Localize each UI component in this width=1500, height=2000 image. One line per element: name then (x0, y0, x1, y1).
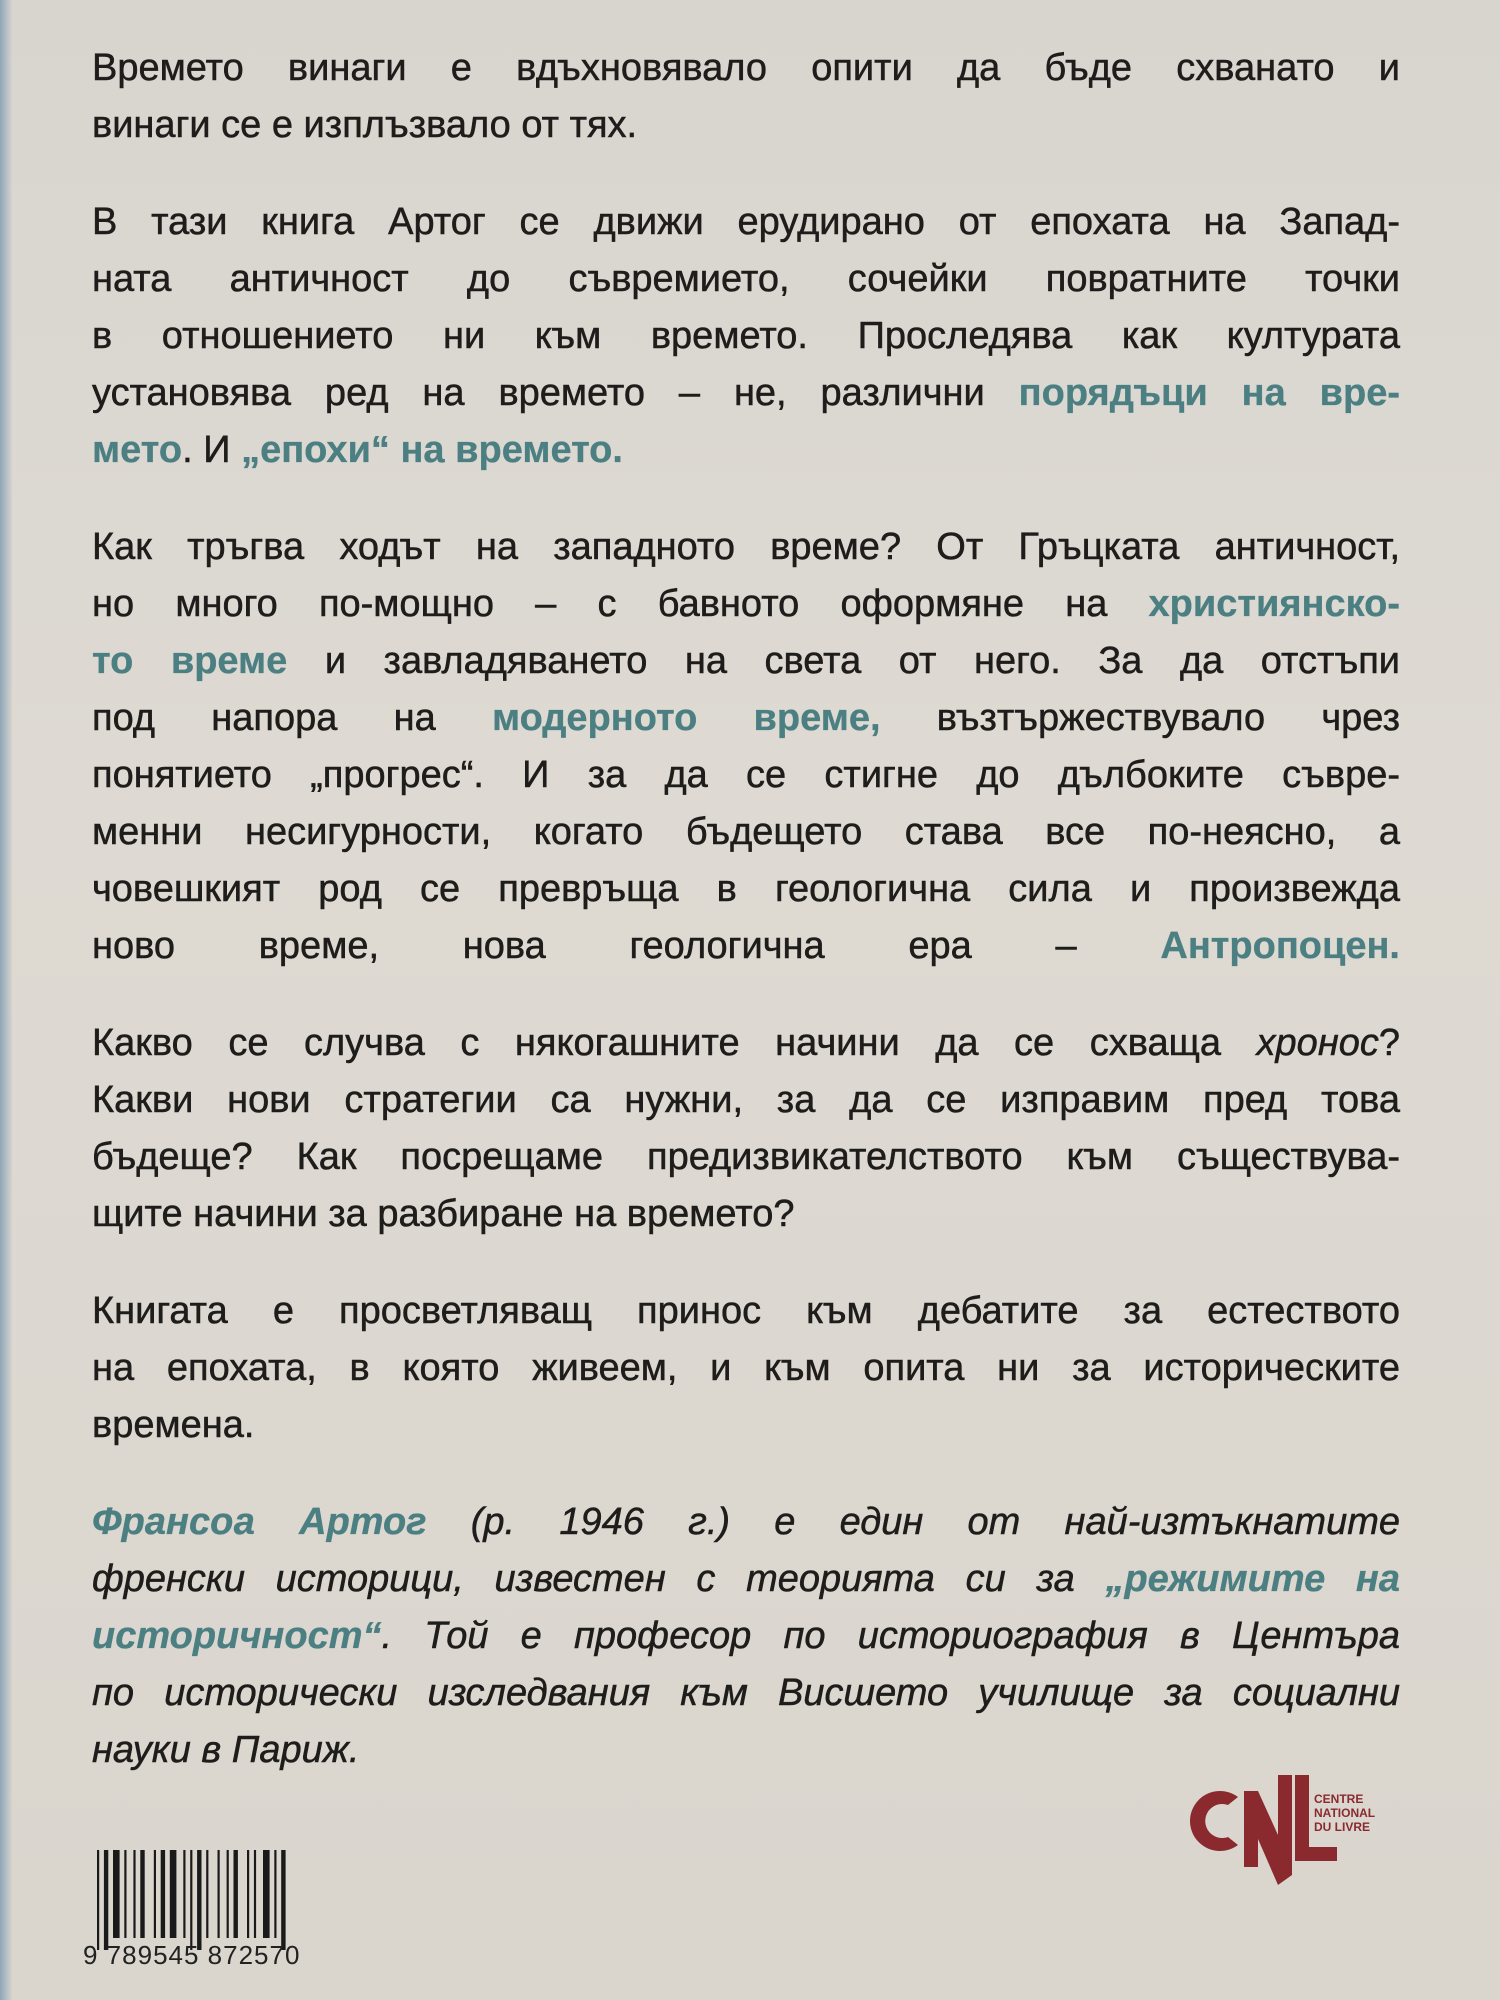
text-line (92, 194, 1400, 251)
text-line (92, 1015, 1400, 1072)
text-segment: в отношението ни към времето. Проследява как културата (92, 315, 1400, 357)
highlighted-text: „епохи“ на времето. (241, 429, 623, 471)
barcode-bar (133, 1850, 135, 1938)
text-line (92, 1551, 1400, 1608)
paragraph (92, 40, 1400, 154)
cnl-logo (1180, 1775, 1410, 1885)
italic-text: хронос (1256, 1022, 1379, 1064)
highlighted-text: „режимите на (1105, 1558, 1400, 1600)
text-line (92, 1494, 1400, 1551)
text-segment: винаги се е изплъзвало от тях. (92, 104, 638, 146)
text-line (92, 690, 1400, 747)
text-segment: и завладяването на света от него. За да отстъпи (287, 640, 1400, 682)
text-line (92, 97, 1400, 154)
highlighted-text: историчност“ (92, 1615, 382, 1657)
text-line (92, 1340, 1400, 1397)
svg-text:CENTRE: CENTRE (1314, 1792, 1364, 1806)
text-segment: установява ред на времето – не, различни (92, 372, 1019, 414)
text-line (92, 251, 1400, 308)
cnl-logo-mark (1180, 1775, 1410, 1885)
paragraph (92, 519, 1400, 975)
text-line (92, 1397, 1400, 1454)
highlighted-text: модерното време, (491, 697, 881, 739)
text-line (92, 1129, 1400, 1186)
text-line (92, 633, 1400, 690)
text-line (92, 519, 1400, 576)
text-segment: човешкият род се превръща в геологична сила и произвежда (92, 868, 1400, 910)
barcode-bar (170, 1850, 177, 1938)
barcode-bar (140, 1850, 144, 1938)
italic-text: . Той е професор по историография в Центъра (381, 1615, 1400, 1657)
text-line (92, 1283, 1400, 1340)
barcode-bar (247, 1850, 249, 1938)
barcode-bar (234, 1850, 238, 1938)
text-line (92, 804, 1400, 861)
text-segment: на епохата, в която живеем, и към опита ни за историческите (92, 1347, 1400, 1389)
barcode-bar (263, 1850, 270, 1938)
barcode-bar (254, 1850, 256, 1938)
text-line (92, 422, 1400, 479)
cover-edge (0, 0, 12, 2000)
text-segment: . И (182, 429, 242, 471)
text-line (92, 308, 1400, 365)
barcode-bar (154, 1850, 156, 1938)
highlighted-text: мето (92, 429, 183, 471)
highlighted-text: Франсоа Артог (92, 1501, 427, 1543)
barcode-bar (218, 1850, 220, 1938)
text-line (92, 1722, 1400, 1779)
text-segment: но много по-мощно – с бавното оформяне на (92, 583, 1149, 625)
text-line (92, 861, 1400, 918)
text-segment: под напора на (92, 697, 492, 739)
back-cover-text (92, 40, 1400, 1819)
paragraph (92, 194, 1400, 479)
text-segment: ново време, нова геологична ера – (92, 925, 1161, 967)
highlighted-text: християнско- (1148, 583, 1400, 625)
barcode-bar (113, 1850, 120, 1938)
barcode-bar (124, 1850, 126, 1938)
text-segment: Какви нови стратегии са нужни, за да се изправим пред това (92, 1079, 1400, 1121)
text-segment: менни несигурности, когато бъдещето става все по-неясно, а (92, 811, 1400, 853)
text-line (92, 576, 1400, 633)
isbn-digits: 9 789545 872570 (83, 1940, 301, 1970)
text-line (92, 365, 1400, 422)
text-line (92, 1608, 1400, 1665)
barcode-bar (190, 1850, 192, 1950)
svg-text:NATIONAL: NATIONAL (1314, 1806, 1376, 1820)
highlighted-text: то време (92, 640, 288, 682)
barcode-bar (227, 1850, 229, 1938)
barcode-bar (281, 1850, 285, 1950)
paragraph (92, 1015, 1400, 1243)
text-segment: ? (1378, 1022, 1400, 1064)
barcode-bar (183, 1850, 185, 1938)
barcode-bar (206, 1850, 208, 1938)
italic-text: науки в Париж. (92, 1729, 360, 1771)
italic-text: (р. 1946 г.) е един от най-изтъкнатите (426, 1501, 1400, 1543)
barcode-bar (97, 1850, 99, 1950)
text-segment: В тази книга Артог се движи ерудирано от епохата на Запад- (92, 201, 1400, 243)
italic-text: френски историци, известен с теорията си за (92, 1558, 1106, 1600)
text-segment: ната античност до съвремието, сочейки повратните точки (92, 258, 1400, 300)
highlighted-text: порядъци на вре- (1018, 372, 1400, 414)
text-segment: Как тръгва ходът на западното време? От Гръцката античност, (92, 526, 1400, 568)
text-segment: Времето винаги е вдъхновявало опити да бъде схванато и (92, 47, 1400, 89)
text-segment: Какво се случва с някогашните начини да се схваща (92, 1022, 1257, 1064)
text-line (92, 1186, 1400, 1243)
text-line (92, 1072, 1400, 1129)
paragraph (92, 1283, 1400, 1454)
text-segment: възтържествувало чрез (880, 697, 1401, 739)
text-segment: бъдеще? Как посрещаме предизвикателството към съществува- (92, 1136, 1400, 1178)
paragraph (92, 1494, 1400, 1779)
text-segment: времена. (92, 1404, 255, 1446)
barcode-bars (95, 1850, 355, 1950)
text-line (92, 918, 1400, 975)
text-segment: понятието „прогрес“. И за да се стигне до дълбоките съвре- (92, 754, 1400, 796)
barcode-bar (274, 1850, 276, 1938)
text-segment: Книгата е просветляващ принос към дебатите за естеството (92, 1290, 1400, 1332)
barcode-bar (161, 1850, 165, 1938)
text-line (92, 747, 1400, 804)
highlighted-text: Антропоцен. (1160, 925, 1400, 967)
text-line (92, 40, 1400, 97)
italic-text: по исторически изследвания към Висшето училище за социални (92, 1672, 1400, 1714)
svg-text:DU LIVRE: DU LIVRE (1314, 1820, 1371, 1834)
text-segment: щите начини за разбиране на времето? (92, 1193, 795, 1235)
barcode-bar (197, 1850, 201, 1950)
text-line (92, 1665, 1400, 1722)
barcode-bar (104, 1850, 108, 1950)
